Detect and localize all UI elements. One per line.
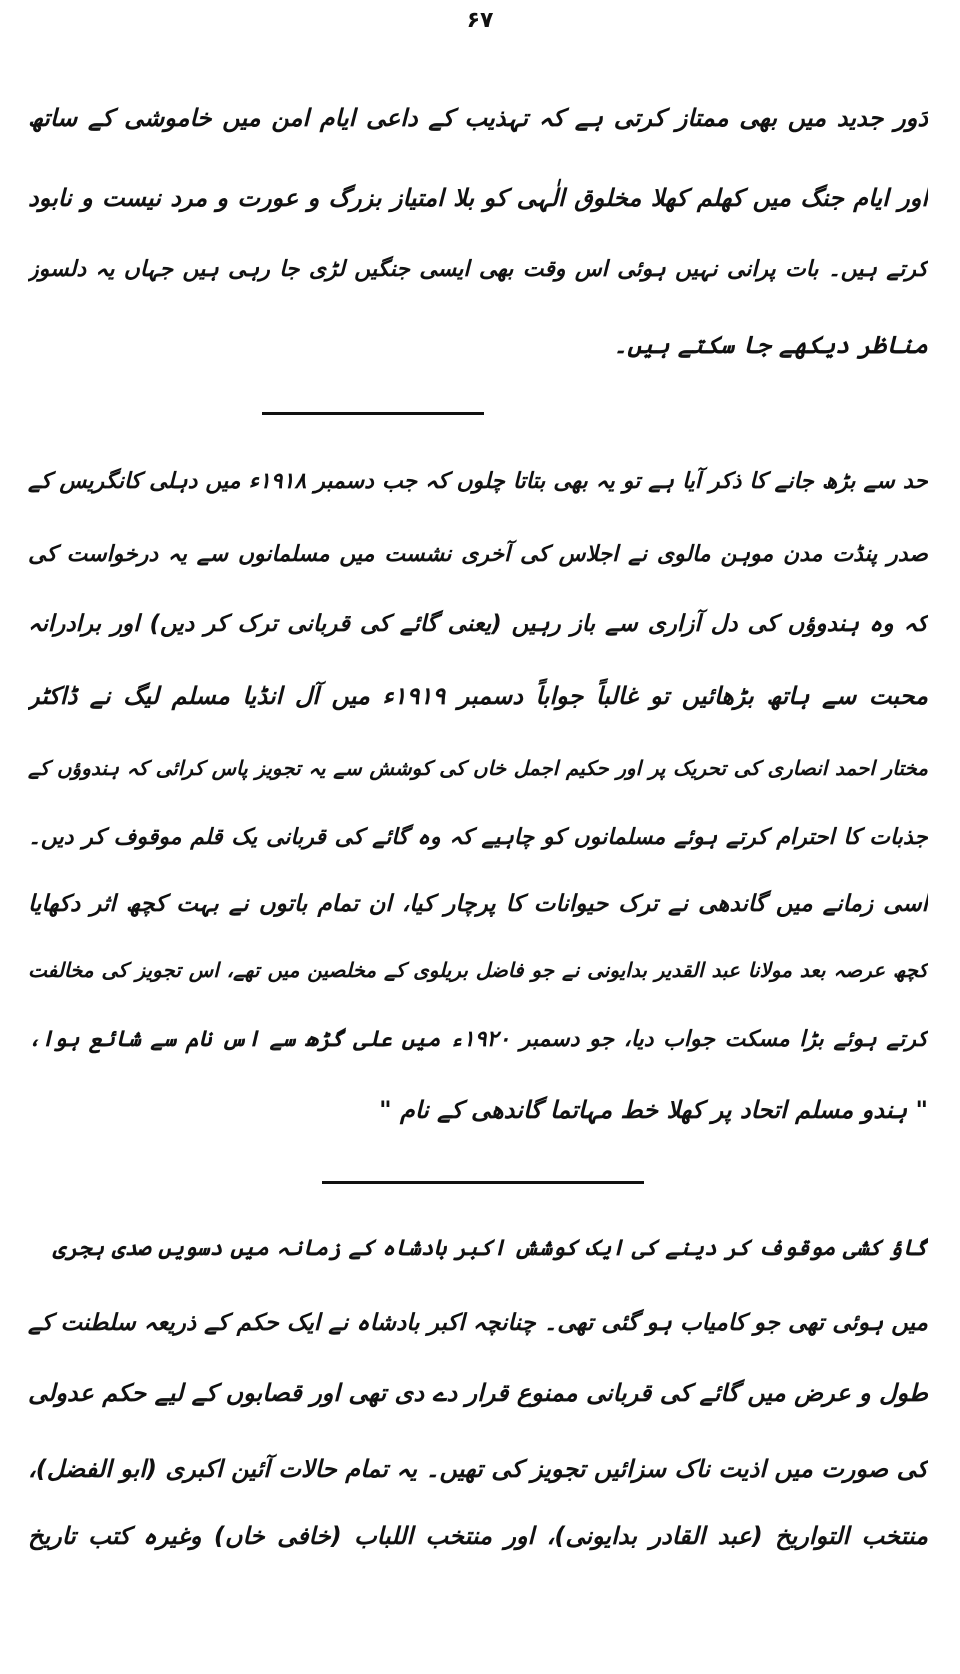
- paragraph-line: حد سے بڑھ جانے کا ذکر آیا ہے تو یہ بھی بتاتا چلوں کہ جب دسمبر ۱۹۱۸ء میں دہلی کانگریس کے: [28, 469, 928, 494]
- paragraph-line: کرتے ہوئے بڑا مسکت جواب دیا، جو دسمبر ۱۹۲۰ء میں علی گڑھ سے اس نام سے شائع ہوا،: [28, 1027, 928, 1052]
- paragraph-line: اسی زمانے میں گاندھی نے ترک حیوانات کا پرچار کیا، ان تمام باتوں نے بہت کچھ اثر دکھایا: [28, 891, 928, 917]
- paragraph-line: میں ہوئی تھی جو کامیاب ہو گئی تھی۔ چنانچہ اکبر بادشاہ نے ایک حکم کے ذریعہ سلطنت کے: [28, 1310, 928, 1336]
- paragraph-line: جذبات کا احترام کرتے ہوئے مسلمانوں کو چاہیے کہ وہ گائے کی قربانی یک قلم موقوف کر دیں۔: [28, 825, 928, 850]
- paragraph-line: کچھ عرصہ بعد مولانا عبد القدیر بدایونی نے جو فاضل بریلوی کے مخلصین میں تھے، اس تجویز کی مخالفت: [28, 958, 928, 982]
- section-divider: [322, 1181, 644, 1184]
- paragraph-line: کہ وہ ہندوؤں کی دل آزاری سے باز رہیں (یعنی گائے کی قربانی ترک کر دیں) اور برادرانہ: [28, 611, 928, 637]
- paragraph-line: مناظر دیکھے جا سکتے ہیں۔: [613, 331, 928, 359]
- paragraph-line: طول و عرض میں گائے کی قربانی ممنوع قرار دے دی تھی اور قصابوں کے لیے حکم عدولی: [28, 1379, 928, 1407]
- paragraph-line: گاؤ کشی موقوف کر دینے کی ایک کوشش اکبر بادشاہ کے زمانہ میں دسویں صدی ہجری: [52, 1236, 928, 1261]
- paragraph-line: دَور جدید میں بھی ممتاز کرتی ہے کہ تہذیب کے داعی ایام امن میں خاموشی کے ساتھ: [28, 104, 928, 132]
- paragraph-line: منتخب التواریخ (عبد القادر بدایونی)، اور منتخب اللباب (خافی خاں) وغیرہ کتب تاریخ: [28, 1522, 928, 1550]
- page-number: ۶۷: [466, 8, 494, 33]
- paragraph-line: محبت سے ہاتھ بڑھائیں تو غالباً جواباً دسمبر ۱۹۱۹ء میں آل انڈیا مسلم لیگ نے ڈاکٹر: [28, 682, 928, 710]
- quoted-title-line: " ہندو مسلم اتحاد پر کھلا خط مہاتما گاندھی کے نام ": [379, 1096, 928, 1124]
- paragraph-line: اور ایام جنگ میں کھلم کھلا مخلوق الٰہی کو بلا امتیاز بزرگ و عورت و مرد نیست و نابود: [28, 184, 928, 212]
- section-divider: [262, 412, 484, 415]
- paragraph-line: صدر پنڈت مدن موہن مالوی نے اجلاس کی آخری نشست میں مسلمانوں سے یہ درخواست کی: [28, 542, 928, 567]
- paragraph-line: مختار احمد انصاری کی تحریک پر اور حکیم اجمل خاں کی کوشش سے یہ تجویز پاس کرائی کہ ہندوؤں کے: [28, 756, 928, 780]
- paragraph-line: کرتے ہیں۔ بات پرانی نہیں ہوئی اس وقت بھی ایسی جنگیں لڑی جا رہی ہیں جہاں یہ دلسوز: [28, 257, 928, 282]
- paragraph-line: کی صورت میں اذیت ناک سزائیں تجویز کی تھیں۔ یہ تمام حالات آئین اکبری (ابو الفضل)،: [28, 1455, 928, 1483]
